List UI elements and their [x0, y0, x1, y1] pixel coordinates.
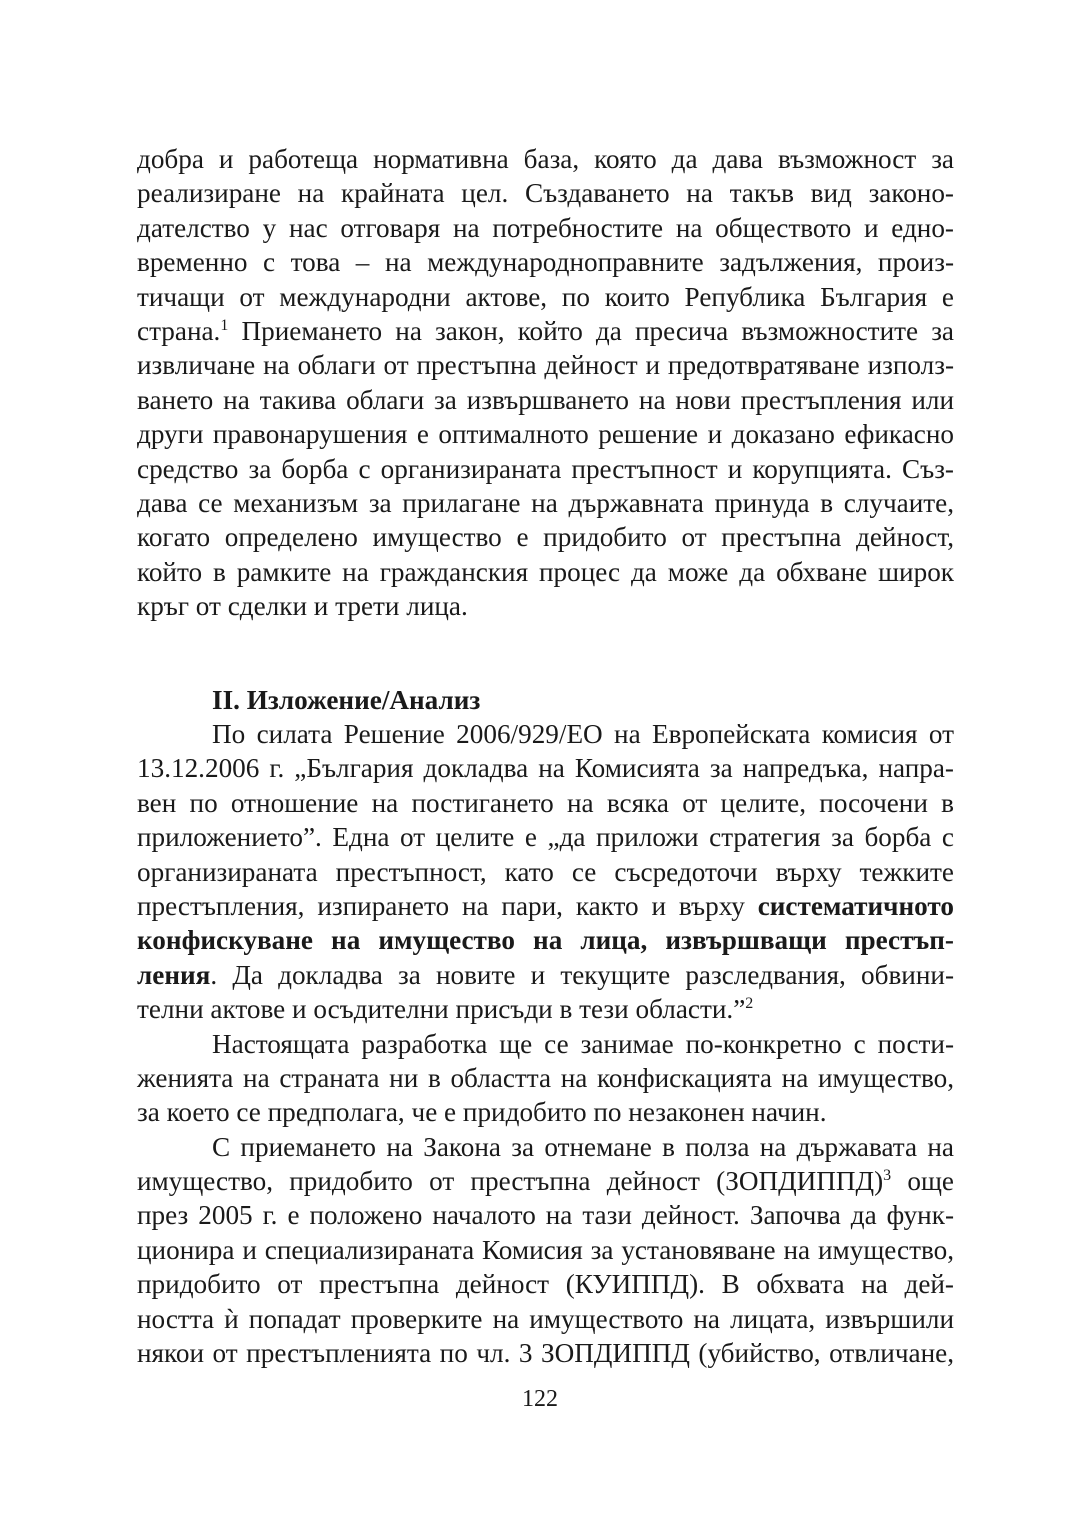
text-line: други правонарушения е оптималното решение и доказано ефикасно — [137, 419, 954, 450]
text-fragment: страна. — [137, 315, 221, 346]
text-line: женията на страната ни в областта на конфискацията на имущество, — [137, 1062, 954, 1093]
text-line: 13.12.2006 г. „България докладва на Комисията за напредъка, напра- — [137, 753, 954, 784]
text-line: ционира и специализираната Комисия за установяване на имущество, — [137, 1234, 954, 1265]
page-number: 122 — [522, 1386, 558, 1412]
text-line: някои от престъпленията по чл. 3 ЗОПДИППД (убийство, отвличане, — [137, 1338, 954, 1369]
text-line: приложението”. Една от целите е „да приложи стратегия за борба с — [137, 822, 954, 853]
text-line — [137, 923, 954, 957]
emphasis-text: конфискуване на имущество на лица, извършващи престъп- — [137, 925, 954, 956]
text-line — [137, 889, 954, 923]
text-line: ването на такива облаги за извършването на нови престъпления или — [137, 384, 954, 415]
text-line: за което се предполага, че е придобито по незаконен начин. — [137, 1097, 827, 1128]
section-heading: II. Изложение/Анализ — [212, 685, 481, 715]
footnote-ref-3: 3 — [883, 1167, 892, 1185]
text-line: извличане на облаги от престъпна дейност и предотвратяване използ- — [137, 350, 954, 381]
text-fragment: престъпления, изпирането на пари, както и върху — [137, 890, 758, 921]
text-fragment: Приемането на закон, който да пресича възможностите за — [228, 315, 954, 346]
text-line — [137, 1164, 954, 1198]
text-line: средство за борба с организираната престъпност и корупцията. Съз- — [137, 453, 954, 484]
text-line: придобито от престъпна дейност (КУИППД). В обхвата на дей- — [137, 1269, 954, 1300]
text-line: кръг от сделки и трети лица. — [137, 591, 468, 622]
text-fragment: имущество, придобито от престъпна дейност (ЗОПДИППД) — [137, 1166, 884, 1197]
body-text-section-two — [137, 717, 954, 1370]
text-line — [137, 958, 954, 992]
text-line: добра и работеща нормативна база, която да дава възможност за — [137, 144, 954, 174]
text-line: вен по отношение на постигането на всяка от целите, посочени в — [137, 787, 954, 818]
text-fragment: още — [891, 1166, 954, 1197]
emphasis-text: ления — [137, 959, 211, 990]
text-line: който в рамките на гражданския процес да може да обхване широк — [137, 556, 954, 587]
text-line: реализиране на крайната цел. Създаването на такъв вид законо- — [137, 178, 954, 209]
text-line: Настоящата разработка ще се занимае по-конкретно с пости- — [212, 1028, 954, 1059]
text-line: По силата Решение 2006/929/ЕО на Европейската комисия от — [212, 719, 954, 749]
text-line: ността ѝ попадат проверките на имуществото на лицата, извършили — [137, 1303, 954, 1334]
text-line: когато определено имущество е придобито от престъпна дейност, — [137, 522, 954, 553]
text-line: организираната престъпност, като се съсредоточи върху тежките — [137, 856, 954, 887]
footnote-ref-2: 2 — [745, 995, 754, 1013]
text-line: през 2005 г. е положено началото на тази дейност. Започва да функ- — [137, 1200, 954, 1231]
body-text-intro — [137, 142, 954, 623]
text-line — [137, 314, 954, 348]
text-line: дателство у нас отговаря на потребностите на обществото и едно- — [137, 212, 954, 243]
text-line: С приемането на Закона за отнемане в полза на държавата на — [212, 1131, 954, 1162]
footnote-ref-1: 1 — [220, 316, 229, 334]
text-line: тичащи от международни актове, по които Република България е — [137, 281, 954, 312]
text-fragment: . Да докладва за новите и текущите разследвания, обвини- — [210, 959, 954, 990]
text-line: дава се механизъм за прилагане на държавната принуда в случаите, — [137, 487, 954, 518]
text-line — [137, 992, 954, 1026]
emphasis-text: систематичното — [757, 890, 954, 921]
text-line: временно с това – на международноправните задължения, произ- — [137, 247, 954, 278]
text-fragment: телни актове и осъдителни присъди в тези области.” — [137, 994, 746, 1025]
